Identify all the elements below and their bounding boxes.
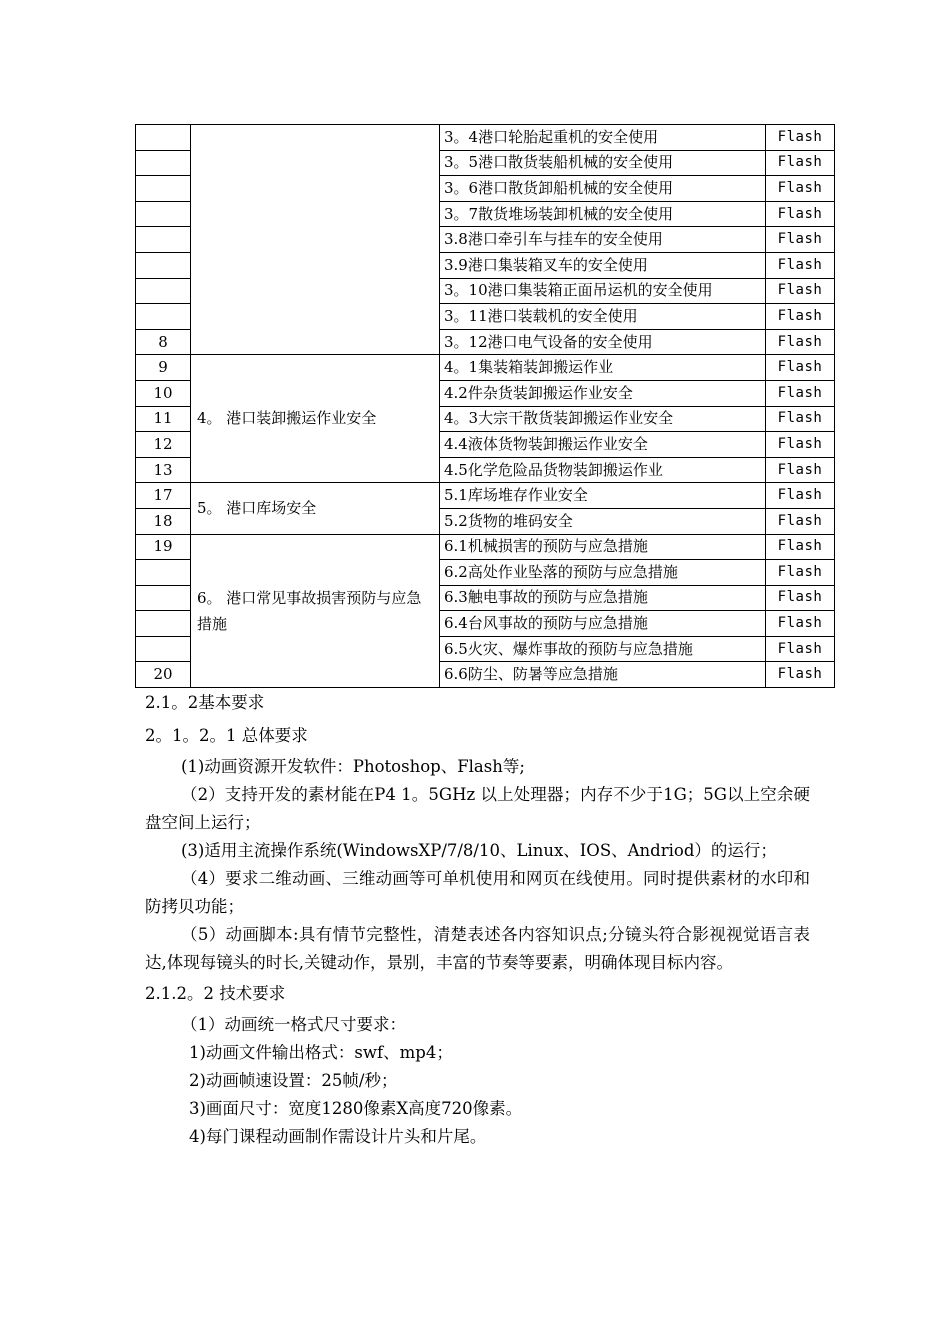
tech-frame-rate: 2)动画帧速设置：25帧/秒； — [189, 1071, 398, 1090]
format-cell: Flash — [766, 636, 835, 662]
module-cell: 5。 港口库场安全 — [191, 483, 440, 534]
tech-format-heading: （1）动画统一格式尺寸要求： — [181, 1015, 406, 1034]
row-number: 8 — [136, 329, 191, 355]
row-number — [136, 252, 191, 278]
row-number — [136, 585, 191, 611]
module-cell: 4。 港口装卸搬运作业安全 — [191, 355, 440, 483]
format-cell: Flash — [766, 150, 835, 176]
format-cell: Flash — [766, 125, 835, 151]
row-number: 17 — [136, 483, 191, 509]
row-number — [136, 560, 191, 586]
paragraph-hardware: （2）支持开发的素材能在P4 1。5GHz 以上处理器；内存不少于1G；5G以上空余硬盘空间上运行； — [145, 785, 810, 832]
format-cell: Flash — [766, 406, 835, 432]
row-number — [136, 278, 191, 304]
item-cell: 3.8港口牵引车与挂车的安全使用 — [440, 227, 766, 253]
row-number: 20 — [136, 662, 191, 688]
row-number — [136, 611, 191, 637]
item-cell: 6.5火灾、爆炸事故的预防与应急措施 — [440, 636, 766, 662]
format-cell: Flash — [766, 304, 835, 330]
item-cell: 4.5化学危险品货物装卸搬运作业 — [440, 457, 766, 483]
item-cell: 5.1库场堆存作业安全 — [440, 483, 766, 509]
format-cell: Flash — [766, 560, 835, 586]
heading-basic-requirements: 2.1。2基本要求 — [145, 693, 265, 712]
item-cell: 4。1集装箱装卸搬运作业 — [440, 355, 766, 381]
item-cell: 3。7散货堆场装卸机械的安全使用 — [440, 201, 766, 227]
row-number — [136, 176, 191, 202]
module-cell: 6。 港口常见事故损害预防与应急措施 — [191, 534, 440, 688]
format-cell: Flash — [766, 457, 835, 483]
item-cell: 3。5港口散货装船机械的安全使用 — [440, 150, 766, 176]
item-cell: 5.2货物的堆码安全 — [440, 508, 766, 534]
format-cell: Flash — [766, 252, 835, 278]
module-cell — [191, 125, 440, 355]
row-number: 13 — [136, 457, 191, 483]
table-row — [136, 355, 835, 381]
row-number — [136, 304, 191, 330]
format-cell: Flash — [766, 176, 835, 202]
format-cell: Flash — [766, 380, 835, 406]
format-cell: Flash — [766, 329, 835, 355]
format-cell: Flash — [766, 662, 835, 688]
item-cell: 3.9港口集装箱叉车的安全使用 — [440, 252, 766, 278]
format-cell: Flash — [766, 585, 835, 611]
row-number: 18 — [136, 508, 191, 534]
item-cell: 3。11港口装载机的安全使用 — [440, 304, 766, 330]
paragraph-software: (1)动画资源开发软件：Photoshop、Flash等; — [181, 757, 525, 776]
item-cell: 6.2高处作业坠落的预防与应急措施 — [440, 560, 766, 586]
item-cell: 6.3触电事故的预防与应急措施 — [440, 585, 766, 611]
row-number — [136, 150, 191, 176]
row-number: 12 — [136, 432, 191, 458]
paragraph-usage: （4）要求二维动画、三维动画等可单机使用和网页在线使用。同时提供素材的水印和防拷贝功能； — [145, 869, 810, 916]
format-cell: Flash — [766, 611, 835, 637]
format-cell: Flash — [766, 432, 835, 458]
item-cell: 6.6防尘、防暑等应急措施 — [440, 662, 766, 688]
paragraph-os: (3)适用主流操作系统(WindowsXP/7/8/10、Linux、IOS、Andriod）的运行； — [181, 841, 777, 860]
tech-frame-size: 3)画面尺寸：宽度1280像素X高度720像素。 — [189, 1099, 523, 1118]
format-cell: Flash — [766, 201, 835, 227]
item-cell: 4.2件杂货装卸搬运作业安全 — [440, 380, 766, 406]
row-number: 11 — [136, 406, 191, 432]
requirements-section — [145, 689, 810, 1151]
format-cell: Flash — [766, 534, 835, 560]
format-cell: Flash — [766, 355, 835, 381]
row-number — [136, 125, 191, 151]
item-cell: 4.4液体货物装卸搬运作业安全 — [440, 432, 766, 458]
row-number — [136, 201, 191, 227]
format-cell: Flash — [766, 278, 835, 304]
table-row — [136, 125, 835, 151]
table-row — [136, 483, 835, 509]
tech-output-format: 1)动画文件输出格式：swf、mp4； — [189, 1043, 453, 1062]
row-number: 19 — [136, 534, 191, 560]
row-number: 10 — [136, 380, 191, 406]
heading-technical-requirements: 2.1.2。2 技术要求 — [145, 984, 286, 1003]
item-cell: 4。3大宗干散货装卸搬运作业安全 — [440, 406, 766, 432]
row-number — [136, 227, 191, 253]
item-cell: 6.1机械损害的预防与应急措施 — [440, 534, 766, 560]
item-cell: 3。12港口电气设备的安全使用 — [440, 329, 766, 355]
row-number — [136, 636, 191, 662]
item-cell: 3。10港口集装箱正面吊运机的安全使用 — [440, 278, 766, 304]
item-cell: 3。4港口轮胎起重机的安全使用 — [440, 125, 766, 151]
item-cell: 6.4台风事故的预防与应急措施 — [440, 611, 766, 637]
table-row — [136, 534, 835, 560]
course-animation-table — [135, 124, 835, 688]
format-cell: Flash — [766, 483, 835, 509]
format-cell: Flash — [766, 508, 835, 534]
paragraph-script: （5）动画脚本:具有情节完整性，清楚表述各内容知识点;分镜头符合影视视觉语言表达,体现每镜头的时长,关键动作，景别，丰富的节奏等要素，明确体现目标内容。 — [145, 925, 810, 972]
tech-intro-outro: 4)每门课程动画制作需设计片头和片尾。 — [189, 1127, 487, 1146]
heading-overall-requirements: 2。1。2。1 总体要求 — [145, 726, 308, 745]
row-number: 9 — [136, 355, 191, 381]
format-cell: Flash — [766, 227, 835, 253]
item-cell: 3。6港口散货卸船机械的安全使用 — [440, 176, 766, 202]
